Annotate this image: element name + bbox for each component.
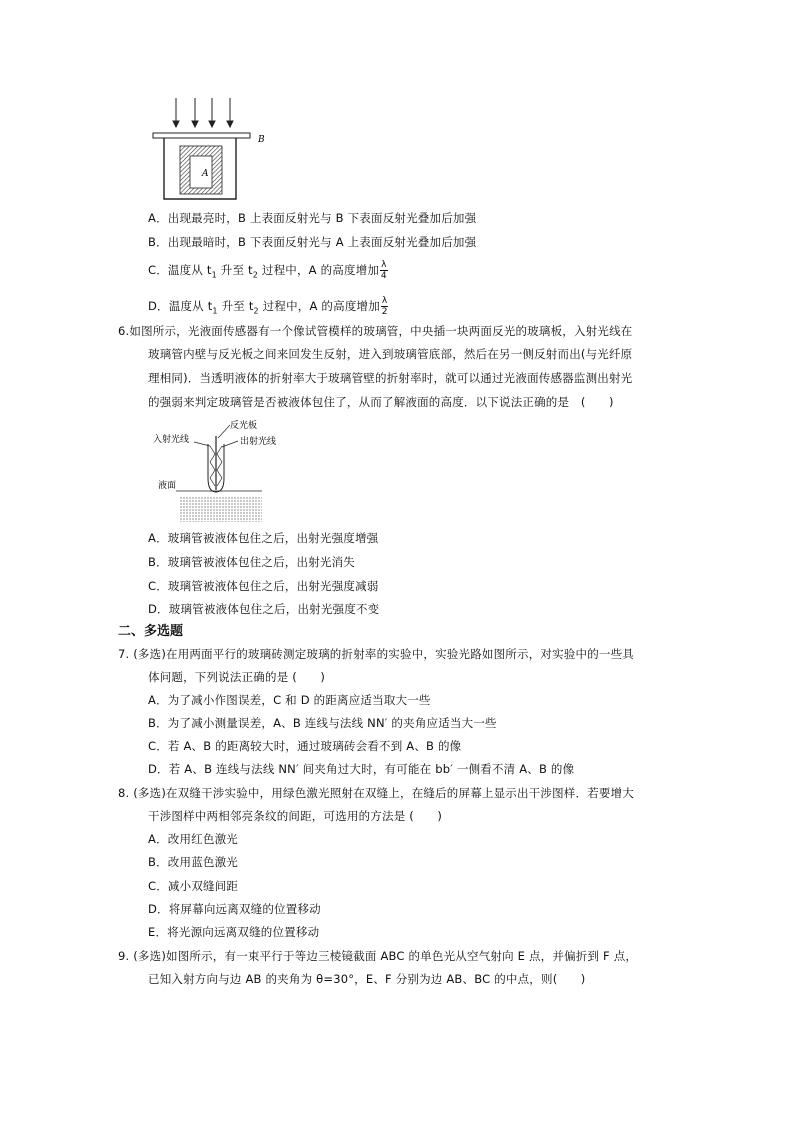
label-incident-ray: 入射光线 [153,435,190,445]
q6-stem-line-2: 玻璃管内壁与反光板之间来回发生反射，进入到玻璃管底部，然后在另一侧反射而出(与光纤原 [148,347,633,361]
incident-arrows [173,98,233,127]
label-exit-ray: 出射光线 [240,437,277,447]
q6-option-c: C．玻璃管被液体包住之后，出射光强度减弱 [148,579,379,593]
q6-option-d: D．玻璃管被液体包住之后，出射光强度不变 [148,602,380,616]
q7-option-a: A．为了减小作图误差，C 和 D 的距离应适当取大一些 [148,693,431,707]
label-a: A [202,169,209,179]
zigzag-ray-right [217,446,222,486]
q8-option-c: C．减小双缝间距 [148,879,239,893]
sample-a-inner [190,156,212,188]
q7-option-b: B．为了减小测量误差，A、B 连线与法线 NN′ 的夹角应适当大一些 [148,716,497,730]
q6-option-b: B．玻璃管被液体包住之后，出射光消失 [148,555,355,569]
q5-option-d: D．温度从 $t_1$ 升至 $t_2$ 过程中，A 的高度增加 $\frac{\lambda}{2}$ [148,296,388,317]
q5-option-c: C．温度从 $t_1$ 升至 $t_2$ 过程中，A 的高度增加 $\frac{\lambda}{4}$ [148,260,387,281]
q6-stem-line-3: 理相同)．当透明液体的折射率大于玻璃管壁的折射率时，就可以通过光液面传感器监测出射光 [148,371,633,385]
label-liquid-surface: 液面 [158,481,177,491]
q5-option-b: B．出现最暗时，B 下表面反射光与 A 上表面反射光叠加后加强 [148,235,477,249]
label-b: B [258,135,265,145]
q7-stem-line-1: 7. (多选)在用两面平行的玻璃砖测定玻璃的折射率的实验中，实验光路如图所示，对实验中的一些具 [118,647,634,661]
q8-option-b: B．改用蓝色激光 [148,855,238,869]
liquid [180,496,262,522]
q7-stem-line-2: 体问题，下列说法正确的是 ( ) [148,670,326,684]
q8-option-a: A．改用红色激光 [148,832,238,846]
q8-option-d: D．将屏幕向远离双缝的位置移动 [148,902,321,916]
q9-stem-line-2: 已知入射方向与边 AB 的夹角为 θ=30°，E、F 分别为边 AB、BC 的中点，则( ) [148,972,586,986]
q5-option-a: A．出现最亮时，B 上表面反射光与 B 下表面反射光叠加后加强 [148,211,477,225]
q7-option-d: D．若 A、B 连线与法线 NN′ 间夹角过大时，有可能在 bb′ 一侧看不清 A、B 的像 [148,762,575,776]
q6-stem-line-1: 6.如图所示，光液面传感器有一个像试管模样的玻璃管，中央插一块两面反光的玻璃板，入射光线在 [118,324,633,338]
q8-stem-line-2: 干涉图样中两相邻亮条纹的间距，可选用的方法是 ( ) [148,809,443,823]
q6-option-a: A．玻璃管被液体包住之后，出射光强度增强 [148,531,379,545]
fraction-lambda-4: $\frac{\lambda}{4}$ [380,260,387,281]
q8-stem-line-1: 8. (多选)在双缝干涉实验中，用绿色激光照射在双缝上，在缝后的屏幕上显示出干涉图样．若要增大 [118,786,634,800]
section-heading-multiple-choice: 二、多选题 [118,624,184,639]
figure-liquid-sensor [150,416,310,526]
q8-option-e: E．将光源向远离双缝的位置移动 [148,925,320,939]
fraction-lambda-2: $\frac{\lambda}{2}$ [381,296,388,317]
q6-stem-line-4: 的强弱来判定玻璃管是否被液体包住了，从而了解液面的高度．以下说法正确的是 ( ) [148,395,614,409]
figure-interferometer [150,96,280,206]
label-reflector: 反光板 [230,421,258,431]
q9-stem-line-1: 9. (多选)如图所示，有一束平行于等边三棱镜截面 ABC 的单色光从空气射向 E 点，并偏折到 F 点， [118,949,638,963]
q7-option-c: C．若 A、B 的距离较大时，通过玻璃砖会看不到 A、B 的像 [148,739,462,753]
zigzag-ray-left [210,446,215,486]
plate-b [153,133,250,138]
